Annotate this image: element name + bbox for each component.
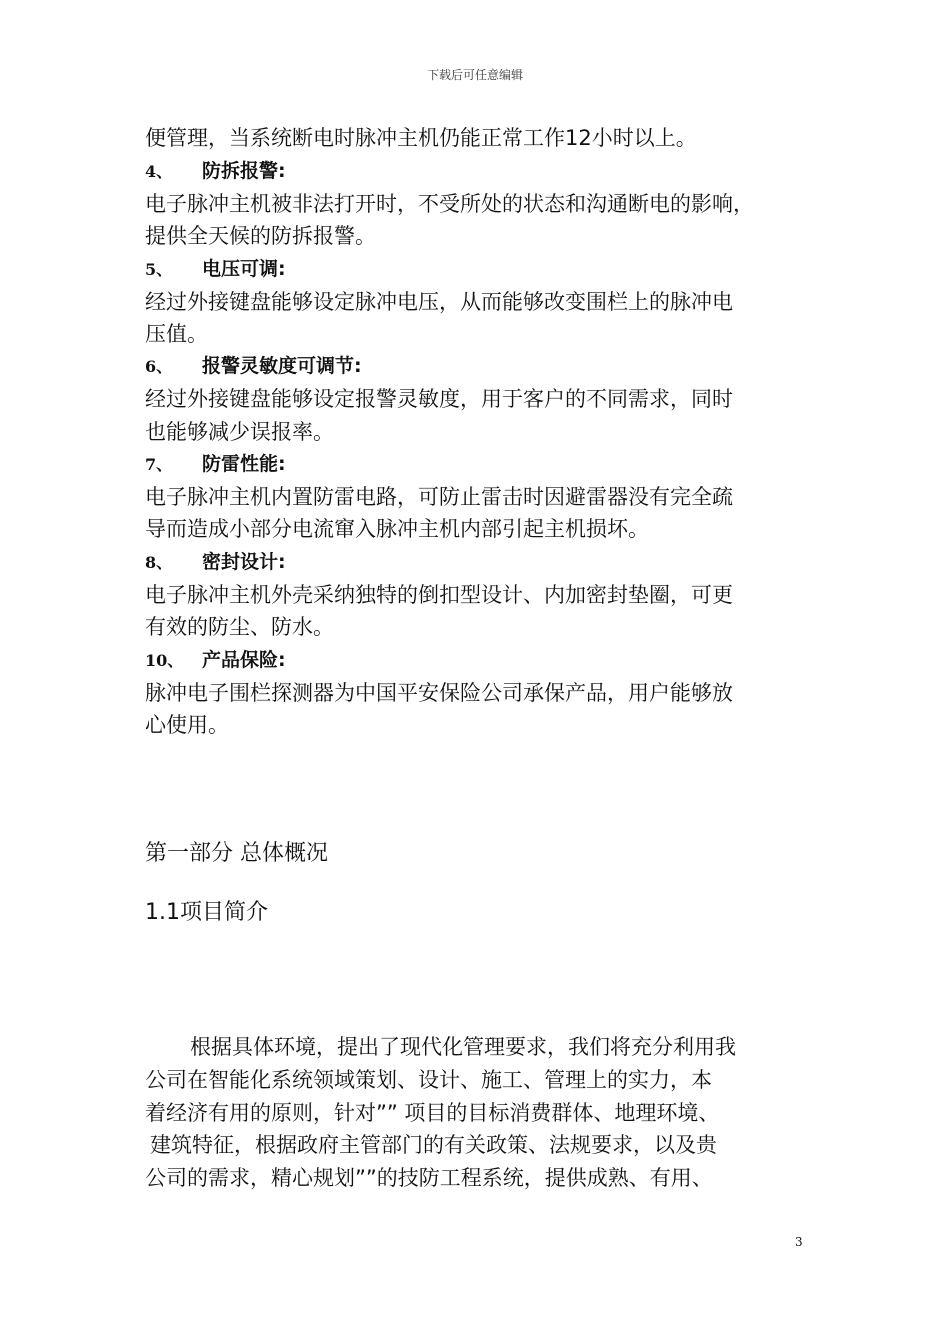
item-number: 4、 bbox=[145, 162, 173, 181]
page-number: 3 bbox=[795, 1235, 803, 1249]
intro-line: 公司的需求，精心规划””的技防工程系统，提供成熟、有用、 bbox=[145, 1166, 713, 1190]
body-line: 便管理，当系统断电时脉冲主机仍能正常工作12小时以上。 bbox=[145, 126, 697, 150]
item-heading bbox=[145, 646, 286, 675]
item-heading bbox=[145, 157, 286, 186]
intro-line: 着经济有用的原则，针对”” 项目的目标消费群体、地理环境、 bbox=[145, 1101, 720, 1125]
body-line: 心使用。 bbox=[145, 713, 229, 737]
item-heading bbox=[145, 450, 286, 479]
item-label: 产品保险: bbox=[202, 649, 286, 671]
subsection-title: 1.1项目简介 bbox=[145, 900, 268, 925]
body-line: 也能够减少误报率。 bbox=[145, 420, 334, 444]
item-number: 5、 bbox=[145, 260, 173, 279]
item-heading bbox=[145, 352, 362, 381]
body-line: 有效的防尘、防水。 bbox=[145, 615, 334, 639]
body-line: 经过外接键盘能够设定报警灵敏度，用于客户的不同需求，同时 bbox=[145, 387, 733, 411]
body-line: 提供全天候的防拆报警。 bbox=[145, 224, 376, 248]
item-heading bbox=[145, 255, 286, 284]
body-line: 电子脉冲主机外壳采纳独特的倒扣型设计、内加密封垫圈，可更 bbox=[145, 583, 733, 607]
body-line: 经过外接键盘能够设定脉冲电压，从而能够改变围栏上的脉冲电 bbox=[145, 290, 733, 314]
item-number: 7、 bbox=[145, 455, 173, 474]
item-label: 防雷性能: bbox=[202, 453, 286, 475]
item-number: 6、 bbox=[145, 357, 173, 376]
section-title: 第一部分 总体概况 bbox=[145, 841, 328, 866]
body-line: 压值。 bbox=[145, 322, 208, 346]
body-line: 脉冲电子围栏探测器为中国平安保险公司承保产品，用户能够放 bbox=[145, 681, 733, 705]
page-header: 下载后可任意编辑 bbox=[426, 68, 523, 82]
item-label: 电压可调: bbox=[202, 258, 286, 280]
intro-line: 建筑特征，根据政府主管部门的有关政策、法规要求，以及贵 bbox=[150, 1133, 717, 1157]
item-label: 密封设计: bbox=[202, 551, 286, 573]
item-number: 10、 bbox=[145, 651, 184, 670]
item-label: 防拆报警: bbox=[202, 160, 286, 182]
body-line: 电子脉冲主机被非法打开时，不受所处的状态和沟通断电的影响， bbox=[145, 192, 754, 216]
intro-line: 根据具体环境，提出了现代化管理要求，我们将充分利用我 bbox=[190, 1035, 736, 1059]
body-line: 电子脉冲主机内置防雷电路，可防止雷击时因避雷器没有完全疏 bbox=[145, 485, 733, 509]
item-heading bbox=[145, 548, 286, 577]
item-label: 报警灵敏度可调节: bbox=[202, 355, 362, 377]
item-number: 8、 bbox=[145, 553, 173, 572]
intro-line: 公司在智能化系统领域策划、设计、施工、管理上的实力，本 bbox=[145, 1068, 712, 1092]
body-line: 导而造成小部分电流窜入脉冲主机内部引起主机损坏。 bbox=[145, 517, 649, 541]
